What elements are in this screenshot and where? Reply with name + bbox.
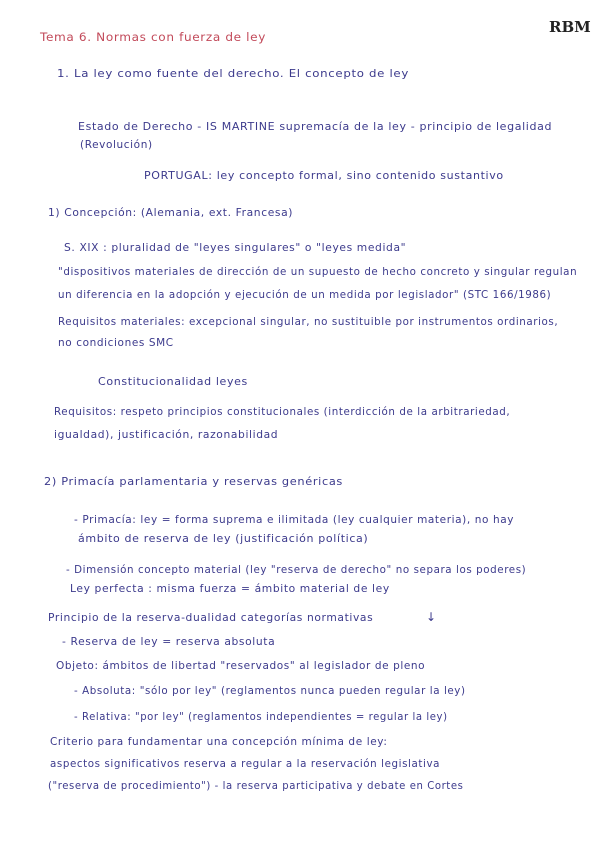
note-line: un diferencia en la adopción y ejecución de un medida por legislador" (STC 166/1986) [58, 289, 552, 301]
note-line: Objeto: ámbitos de libertad "reservados" al legislador de pleno [56, 660, 426, 672]
note-line: Requisitos materiales: excepcional singular, no sustituible por instrumentos ordinarios, [58, 316, 559, 328]
note-line: (Revolución) [80, 139, 153, 151]
note-line: - Reserva de ley = reserva absoluta [62, 636, 276, 648]
note-title: Tema 6. Normas con fuerza de ley [40, 30, 266, 44]
note-line: - Relativa: "por ley" (reglamentos independientes = regular la ley) [74, 711, 448, 723]
note-line: Criterio para fundamentar una concepción mínima de ley: [50, 736, 388, 748]
note-line: igualdad), justificación, razonabilidad [54, 429, 279, 441]
note-line: Principio de la reserva-dualidad categorías normativas [48, 612, 374, 624]
note-line: Estado de Derecho - IS MARTINE supremacía de la ley - principio de legalidad [78, 121, 553, 133]
note-line: ("reserva de procedimiento") - la reserva participativa y debate en Cortes [48, 780, 464, 792]
note-line: "dispositivos materiales de dirección de un supuesto de hecho concreto y singular regulan [58, 266, 578, 278]
note-line: no condiciones SMC [58, 337, 174, 349]
section-heading-2: 2) Primacía parlamentaria y reservas genéricas [44, 476, 343, 488]
note-line: - Absoluta: "sólo por ley" (reglamentos nunca pueden regular la ley) [74, 685, 466, 697]
note-line: Requisitos: respeto principios constitucionales (interdicción de la arbitrariedad, [54, 406, 511, 418]
note-line: ámbito de reserva de ley (justificación política) [78, 533, 369, 545]
note-subheading: Constitucionalidad leyes [98, 376, 248, 388]
note-line: PORTUGAL: ley concepto formal, sino contenido sustantivo [144, 170, 504, 182]
section-item: 1) Concepción: (Alemania, ext. Francesa) [48, 207, 294, 219]
note-line: S. XIX : pluralidad de "leyes singulares" o "leyes medida" [64, 242, 407, 254]
note-line: Ley perfecta : misma fuerza = ámbito material de ley [70, 583, 390, 595]
note-line: - Dimensión concepto material (ley "reserva de derecho" no separa los poderes) [66, 564, 527, 576]
arrow-down-icon: ↓ [426, 610, 437, 624]
page-stamp: RBM [549, 18, 591, 36]
note-line: aspectos significativos reserva a regular a la reservación legislativa [50, 758, 441, 770]
note-line: - Primacía: ley = forma suprema e ilimitada (ley cualquier materia), no hay [74, 514, 515, 526]
section-heading-1: 1. La ley como fuente del derecho. El concepto de ley [57, 68, 409, 80]
